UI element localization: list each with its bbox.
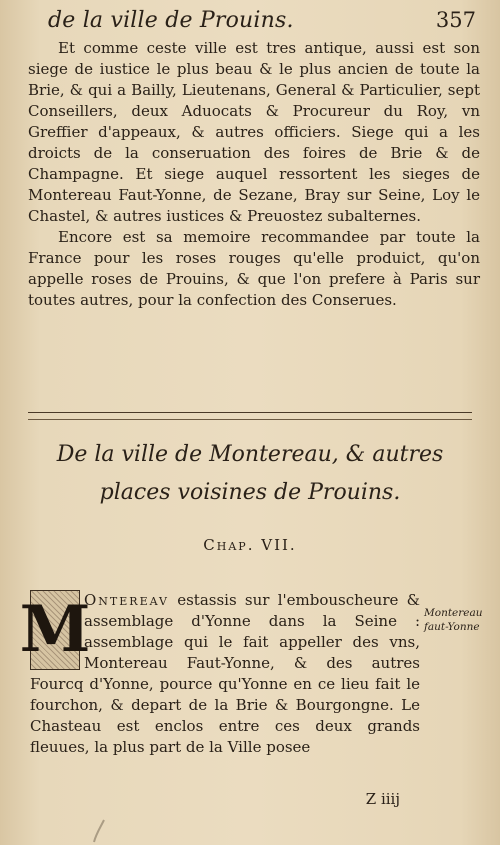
paragraph-2: Encore est sa memoire recommandee par toute la France pour les roses rouges qu'elle produict, qu'on appelle roses de Prouins, & que l'on prefere à Paris sur toutes autres, pour la confection des Conserues. (28, 228, 480, 309)
ornamental-rule (28, 412, 472, 420)
chapter-body: estassis sur l'embouscheure & assemblage d'Yonne dans la Seine : assemblage qui le fait appeller des vns, Montereau Faut-Yonne, & des autres Fourcq d'Yonne, pource qu'Yonne en ce lieu fait le fourchon, & depart de la Brie & Bourgongne. Le Chasteau est enclos entre ces deux grands fleuues, la plus part de la Ville posee (30, 591, 420, 756)
signature-mark: Z iiij (365, 790, 400, 808)
ink-mark (90, 818, 110, 844)
drop-cap-letter: M (19, 592, 91, 667)
running-title: de la ville de Prouins. (48, 8, 294, 33)
section-heading-line-2: places voisines de Prouins. (99, 480, 401, 505)
margin-note: Montereau faut-Yonne (424, 607, 483, 633)
running-head (20, 6, 480, 40)
chapter-heading: Chap. VII. (203, 536, 297, 554)
section-heading (28, 436, 472, 512)
section-heading-line-1: De la ville de Montereau, & autres (56, 442, 444, 467)
chapter-opening-word: Ontereav (84, 591, 169, 609)
drop-cap-spacer (30, 590, 84, 674)
paragraph-1: Et comme ceste ville est tres antique, aussi est son siege de iustice le plus beau & le plus ancien de toute la Brie, & qui a Bailly, Lieutenans, General & Particulier, sept Conseillers, deux Aduocats & Procureur du Roy, vn Greffier d'appeaux, & autres officiers. Siege qui a les droicts de la conseruation des foires de Brie & de Champagne. Et siege auquel ressortent les sieges de Montereau Faut-Yonne, de Sezane, Bray sur Seine, Loy le Chastel, & autres iustices & Preuostez subalternes. (28, 39, 480, 225)
chapter-text (30, 590, 420, 758)
page-number: 357 (435, 8, 476, 32)
body-text (28, 38, 480, 311)
